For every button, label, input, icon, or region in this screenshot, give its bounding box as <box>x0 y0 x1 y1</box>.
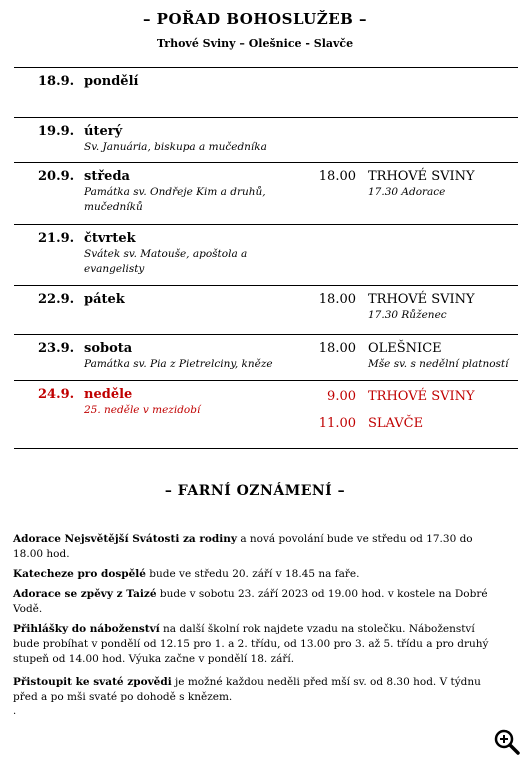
schedule-time: 18.00 <box>318 169 356 184</box>
schedule-day: středa <box>84 169 130 184</box>
schedule-time: 18.00 <box>318 341 356 356</box>
announcement-item <box>13 587 503 617</box>
announcement-item <box>13 675 503 705</box>
announcements-title: – FARNÍ OZNÁMENÍ – <box>164 483 346 499</box>
schedule-date: 24.9. <box>38 387 75 402</box>
schedule-place-note: 17.30 Růženec <box>368 309 447 321</box>
schedule-time: 9.00 <box>327 389 356 404</box>
schedule-day: čtvrtek <box>84 231 136 246</box>
divider <box>14 334 518 335</box>
zoom-in-icon[interactable] <box>493 728 521 756</box>
schedule-day: pátek <box>84 292 125 307</box>
schedule-day: neděle <box>84 387 133 402</box>
announcement-text: bude v sobotu 23. září 2023 od 19.00 hod. v kostele na Dobré Vodě. <box>13 588 488 615</box>
schedule-place: TRHOVÉ SVINY <box>368 389 475 404</box>
schedule-note: Památka sv. Pia z Pietrelciny, kněze <box>84 358 273 370</box>
announcement-bold: Přistoupit ke svaté zpovědi <box>13 676 172 688</box>
schedule-place: TRHOVÉ SVINY <box>368 169 475 184</box>
schedule-place: SLAVČE <box>368 416 424 431</box>
announcement-text: na další školní rok najdete vzadu na stolečku. Náboženství bude probíhat v pondělí od 12.15 pro 1. a 2. třídu, od 13.00 pro 3. až 5. třídu a pro druhý stupeň od 14.00 hod. Výuka začne v pondělí 18. září. <box>13 623 489 665</box>
divider <box>14 224 518 225</box>
schedule-time: 18.00 <box>318 292 356 307</box>
announcement-text: a nová povolání bude ve středu od 17.30 do 18.00 hod. <box>13 533 473 560</box>
announcement-bold: Adorace Nejsvětější Svátosti za rodiny <box>13 533 237 545</box>
page-subtitle: Trhové Sviny – Olešnice - Slavče <box>156 37 354 50</box>
divider <box>14 380 518 381</box>
divider <box>14 117 518 118</box>
announcement-bold: Katecheze pro dospělé <box>13 568 146 580</box>
schedule-note: 25. neděle v mezidobí <box>84 404 201 416</box>
schedule-note: Sv. Januária, biskupa a mučedníka <box>84 141 267 153</box>
schedule-day: úterý <box>84 124 123 139</box>
announcement-item <box>13 567 503 582</box>
trailing-mark: . <box>13 706 17 717</box>
divider <box>14 448 518 449</box>
schedule-date: 22.9. <box>38 292 75 307</box>
schedule-time: 11.00 <box>318 416 356 431</box>
schedule-date: 23.9. <box>38 341 75 356</box>
announcement-item <box>13 622 503 667</box>
schedule-place-note: Mše sv. s nedělní platností <box>368 358 509 370</box>
divider <box>14 285 518 286</box>
schedule-note: Památka sv. Ondřeje Kim a druhů, mučedníků <box>84 186 266 213</box>
announcement-bold: Adorace se zpěvy z Taizé <box>13 588 157 600</box>
announcement-text: je možné každou neděli před mší sv. od 8.30 hod. V týdnu před a po mši svaté po dohodě s knězem. <box>13 676 481 703</box>
schedule-date: 18.9. <box>38 74 75 89</box>
schedule-date: 21.9. <box>38 231 75 246</box>
schedule-date: 19.9. <box>38 124 75 139</box>
schedule-place-note: 17.30 Adorace <box>368 186 446 198</box>
divider <box>14 162 518 163</box>
schedule-day: pondělí <box>84 74 139 89</box>
divider-top <box>14 67 518 68</box>
announcement-bold: Přihlášky do náboženství <box>13 623 160 635</box>
announcement-text: bude ve středu 20. září v 18.45 na faře. <box>145 568 360 580</box>
schedule-place: TRHOVÉ SVINY <box>368 292 475 307</box>
announcement-item <box>13 532 503 562</box>
schedule-date: 20.9. <box>38 169 75 184</box>
schedule-place: OLEŠNICE <box>368 341 442 356</box>
page-title: – POŘAD BOHOSLUŽEB – <box>142 10 368 28</box>
schedule-day: sobota <box>84 341 133 356</box>
schedule-note: Svátek sv. Matouše, apoštola a evangelisty <box>84 248 248 275</box>
